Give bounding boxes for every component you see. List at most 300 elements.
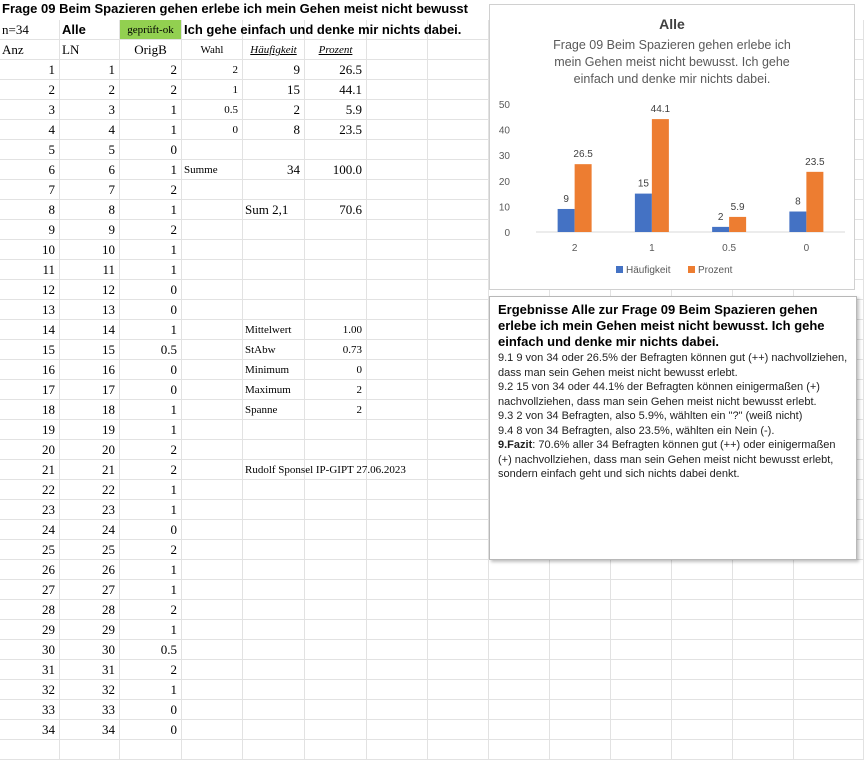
row-ln[interactable]: 10 <box>60 240 120 260</box>
grid-cell[interactable] <box>428 40 489 60</box>
grid-cell[interactable] <box>428 700 489 720</box>
freq-wahl[interactable]: 0.5 <box>182 100 243 120</box>
grid-cell[interactable] <box>489 580 550 600</box>
grid-cell[interactable] <box>367 320 428 340</box>
grid-cell[interactable] <box>794 740 864 760</box>
grid-cell[interactable] <box>305 580 367 600</box>
grid-cell[interactable] <box>182 260 243 280</box>
row-anz[interactable]: 13 <box>0 300 60 320</box>
grid-cell[interactable] <box>182 320 243 340</box>
grid-cell[interactable] <box>550 720 611 740</box>
grid-cell[interactable] <box>305 720 367 740</box>
grid-cell[interactable] <box>428 280 489 300</box>
row-anz[interactable]: 15 <box>0 340 60 360</box>
grid-cell[interactable] <box>0 740 60 760</box>
row-anz[interactable]: 16 <box>0 360 60 380</box>
grid-cell[interactable] <box>367 40 428 60</box>
grid-cell[interactable] <box>367 340 428 360</box>
grid-cell[interactable] <box>428 540 489 560</box>
grid-cell[interactable] <box>672 720 733 740</box>
grid-cell[interactable] <box>550 700 611 720</box>
grid-cell[interactable] <box>611 620 672 640</box>
grid-cell[interactable] <box>305 540 367 560</box>
grid-cell[interactable] <box>794 640 864 660</box>
freq-haeufigkeit[interactable]: 15 <box>243 80 305 100</box>
grid-cell[interactable] <box>367 420 428 440</box>
grid-cell[interactable] <box>794 720 864 740</box>
row-anz[interactable]: 7 <box>0 180 60 200</box>
row-origb[interactable]: 1 <box>120 680 182 700</box>
stat-label[interactable]: Minimum <box>243 360 305 380</box>
grid-cell[interactable] <box>733 680 794 700</box>
grid-cell[interactable] <box>428 240 489 260</box>
row-anz[interactable]: 12 <box>0 280 60 300</box>
grid-cell[interactable] <box>305 520 367 540</box>
summe-prozent[interactable]: 100.0 <box>305 160 367 180</box>
row-origb[interactable]: 0 <box>120 520 182 540</box>
grid-cell[interactable] <box>428 460 489 480</box>
grid-cell[interactable] <box>611 640 672 660</box>
grid-cell[interactable] <box>182 280 243 300</box>
row-anz[interactable]: 29 <box>0 620 60 640</box>
row-anz[interactable]: 17 <box>0 380 60 400</box>
grid-cell[interactable] <box>367 240 428 260</box>
grid-cell[interactable] <box>305 180 367 200</box>
grid-cell[interactable] <box>243 600 305 620</box>
bar-chart[interactable] <box>489 4 855 290</box>
row-origb[interactable]: 1 <box>120 100 182 120</box>
row-anz[interactable]: 2 <box>0 80 60 100</box>
grid-cell[interactable] <box>367 140 428 160</box>
grid-cell[interactable] <box>243 140 305 160</box>
row-origb[interactable]: 1 <box>120 620 182 640</box>
grid-cell[interactable] <box>672 600 733 620</box>
grid-cell[interactable] <box>428 140 489 160</box>
grid-cell[interactable] <box>367 620 428 640</box>
row-ln[interactable]: 33 <box>60 700 120 720</box>
grid-cell[interactable] <box>489 700 550 720</box>
grid-cell[interactable] <box>305 640 367 660</box>
grid-cell[interactable] <box>428 160 489 180</box>
row-ln[interactable]: 29 <box>60 620 120 640</box>
grid-cell[interactable] <box>733 600 794 620</box>
row-anz[interactable]: 24 <box>0 520 60 540</box>
grid-cell[interactable] <box>182 620 243 640</box>
grid-cell[interactable] <box>182 400 243 420</box>
stat-label[interactable]: Mittelwert <box>243 320 305 340</box>
row-ln[interactable]: 9 <box>60 220 120 240</box>
grid-cell[interactable] <box>182 720 243 740</box>
grid-cell[interactable] <box>243 740 305 760</box>
grid-cell[interactable] <box>182 640 243 660</box>
row-anz[interactable]: 11 <box>0 260 60 280</box>
grid-cell[interactable] <box>243 700 305 720</box>
grid-cell[interactable] <box>550 640 611 660</box>
freq-prozent[interactable]: 23.5 <box>305 120 367 140</box>
freq-prozent[interactable]: 26.5 <box>305 60 367 80</box>
grid-cell[interactable] <box>428 380 489 400</box>
row-anz[interactable]: 34 <box>0 720 60 740</box>
row-origb[interactable]: 2 <box>120 540 182 560</box>
row-ln[interactable]: 31 <box>60 660 120 680</box>
row-anz[interactable]: 14 <box>0 320 60 340</box>
grid-cell[interactable] <box>182 180 243 200</box>
freq-haeufigkeit[interactable]: 8 <box>243 120 305 140</box>
grid-cell[interactable] <box>428 660 489 680</box>
grid-cell[interactable] <box>243 180 305 200</box>
grid-cell[interactable] <box>243 520 305 540</box>
grid-cell[interactable] <box>182 380 243 400</box>
grid-cell[interactable] <box>305 560 367 580</box>
grid-cell[interactable] <box>305 680 367 700</box>
grid-cell[interactable] <box>428 360 489 380</box>
grid-cell[interactable] <box>367 740 428 760</box>
row-ln[interactable]: 14 <box>60 320 120 340</box>
row-anz[interactable]: 18 <box>0 400 60 420</box>
row-origb[interactable]: 0 <box>120 700 182 720</box>
grid-cell[interactable] <box>367 440 428 460</box>
grid-cell[interactable] <box>367 500 428 520</box>
grid-cell[interactable] <box>489 720 550 740</box>
grid-cell[interactable] <box>611 580 672 600</box>
grid-cell[interactable] <box>428 520 489 540</box>
header-wahl[interactable]: Wahl <box>182 40 243 60</box>
grid-cell[interactable] <box>428 200 489 220</box>
grid-cell[interactable] <box>794 660 864 680</box>
grid-cell[interactable] <box>550 560 611 580</box>
grid-cell[interactable] <box>367 360 428 380</box>
row-anz[interactable]: 30 <box>0 640 60 660</box>
grid-cell[interactable] <box>305 220 367 240</box>
row-origb[interactable]: 0 <box>120 140 182 160</box>
grid-cell[interactable] <box>243 440 305 460</box>
row-ln[interactable]: 1 <box>60 60 120 80</box>
row-ln[interactable]: 23 <box>60 500 120 520</box>
grid-cell[interactable] <box>243 720 305 740</box>
question-text[interactable]: Ich gehe einfach und denke mir nichts dabei. <box>182 20 487 40</box>
row-anz[interactable]: 21 <box>0 460 60 480</box>
grid-cell[interactable] <box>428 640 489 660</box>
grid-cell[interactable] <box>489 620 550 640</box>
grid-cell[interactable] <box>428 100 489 120</box>
grid-cell[interactable] <box>305 600 367 620</box>
stat-value[interactable]: 2 <box>305 380 367 400</box>
row-origb[interactable]: 0 <box>120 380 182 400</box>
grid-cell[interactable] <box>428 680 489 700</box>
grid-cell[interactable] <box>428 340 489 360</box>
row-origb[interactable]: 2 <box>120 80 182 100</box>
row-ln[interactable]: 13 <box>60 300 120 320</box>
row-origb[interactable]: 0.5 <box>120 340 182 360</box>
grid-cell[interactable] <box>733 660 794 680</box>
grid-cell[interactable] <box>182 480 243 500</box>
grid-cell[interactable] <box>428 260 489 280</box>
row-ln[interactable]: 22 <box>60 480 120 500</box>
grid-cell[interactable] <box>305 300 367 320</box>
checked-ok-badge[interactable]: geprüft-ok <box>120 20 182 40</box>
grid-cell[interactable] <box>367 580 428 600</box>
grid-cell[interactable] <box>182 680 243 700</box>
grid-cell[interactable] <box>733 620 794 640</box>
row-ln[interactable]: 12 <box>60 280 120 300</box>
row-ln[interactable]: 26 <box>60 560 120 580</box>
grid-cell[interactable] <box>367 720 428 740</box>
grid-cell[interactable] <box>550 660 611 680</box>
grid-cell[interactable] <box>182 200 243 220</box>
grid-cell[interactable] <box>367 560 428 580</box>
grid-cell[interactable] <box>182 520 243 540</box>
stat-value[interactable]: 0 <box>305 360 367 380</box>
grid-cell[interactable] <box>428 600 489 620</box>
row-origb[interactable]: 0 <box>120 360 182 380</box>
grid-cell[interactable] <box>428 560 489 580</box>
grid-cell[interactable] <box>305 500 367 520</box>
row-ln[interactable]: 19 <box>60 420 120 440</box>
grid-cell[interactable] <box>182 660 243 680</box>
grid-cell[interactable] <box>428 400 489 420</box>
header-haeufigkeit[interactable]: Häufigkeit <box>243 40 305 60</box>
row-anz[interactable]: 10 <box>0 240 60 260</box>
grid-cell[interactable] <box>611 740 672 760</box>
grid-cell[interactable] <box>550 620 611 640</box>
row-anz[interactable]: 3 <box>0 100 60 120</box>
freq-wahl[interactable]: 1 <box>182 80 243 100</box>
row-ln[interactable]: 4 <box>60 120 120 140</box>
grid-cell[interactable] <box>489 560 550 580</box>
grid-cell[interactable] <box>794 580 864 600</box>
grid-cell[interactable] <box>794 560 864 580</box>
stat-label[interactable]: StAbw <box>243 340 305 360</box>
header-prozent[interactable]: Prozent <box>305 40 367 60</box>
grid-cell[interactable] <box>428 480 489 500</box>
row-anz[interactable]: 25 <box>0 540 60 560</box>
grid-cell[interactable] <box>367 540 428 560</box>
row-origb[interactable]: 1 <box>120 480 182 500</box>
sum21-prozent[interactable]: 70.6 <box>305 200 367 220</box>
grid-cell[interactable] <box>182 740 243 760</box>
grid-cell[interactable] <box>733 580 794 600</box>
row-origb[interactable]: 2 <box>120 660 182 680</box>
row-anz[interactable]: 31 <box>0 660 60 680</box>
grid-cell[interactable] <box>489 740 550 760</box>
row-anz[interactable]: 26 <box>0 560 60 580</box>
grid-cell[interactable] <box>367 80 428 100</box>
stat-value[interactable]: 2 <box>305 400 367 420</box>
grid-cell[interactable] <box>305 280 367 300</box>
row-origb[interactable]: 2 <box>120 220 182 240</box>
grid-cell[interactable] <box>428 580 489 600</box>
grid-cell[interactable] <box>428 300 489 320</box>
grid-cell[interactable] <box>60 740 120 760</box>
grid-cell[interactable] <box>182 580 243 600</box>
grid-cell[interactable] <box>243 640 305 660</box>
row-origb[interactable]: 1 <box>120 200 182 220</box>
grid-cell[interactable] <box>733 740 794 760</box>
grid-cell[interactable] <box>550 680 611 700</box>
row-ln[interactable]: 16 <box>60 360 120 380</box>
grid-cell[interactable] <box>367 700 428 720</box>
freq-wahl[interactable]: 0 <box>182 120 243 140</box>
grid-cell[interactable] <box>672 560 733 580</box>
row-ln[interactable]: 21 <box>60 460 120 480</box>
group-label[interactable]: Alle <box>60 20 120 40</box>
grid-cell[interactable] <box>611 660 672 680</box>
row-ln[interactable]: 5 <box>60 140 120 160</box>
grid-cell[interactable] <box>243 240 305 260</box>
row-anz[interactable]: 27 <box>0 580 60 600</box>
grid-cell[interactable] <box>243 560 305 580</box>
grid-cell[interactable] <box>428 500 489 520</box>
grid-cell[interactable] <box>243 580 305 600</box>
grid-cell[interactable] <box>305 740 367 760</box>
grid-cell[interactable] <box>550 600 611 620</box>
row-ln[interactable]: 7 <box>60 180 120 200</box>
grid-cell[interactable] <box>489 640 550 660</box>
row-origb[interactable]: 2 <box>120 60 182 80</box>
row-origb[interactable]: 1 <box>120 260 182 280</box>
row-anz[interactable]: 33 <box>0 700 60 720</box>
grid-cell[interactable] <box>428 80 489 100</box>
row-ln[interactable]: 20 <box>60 440 120 460</box>
grid-cell[interactable] <box>120 740 182 760</box>
grid-cell[interactable] <box>367 60 428 80</box>
grid-cell[interactable] <box>611 700 672 720</box>
row-anz[interactable]: 6 <box>0 160 60 180</box>
row-ln[interactable]: 3 <box>60 100 120 120</box>
row-origb[interactable]: 0.5 <box>120 640 182 660</box>
freq-haeufigkeit[interactable]: 2 <box>243 100 305 120</box>
grid-cell[interactable] <box>182 220 243 240</box>
grid-cell[interactable] <box>794 700 864 720</box>
row-anz[interactable]: 8 <box>0 200 60 220</box>
grid-cell[interactable] <box>243 660 305 680</box>
grid-cell[interactable] <box>182 500 243 520</box>
header-ln[interactable]: LN <box>60 40 120 60</box>
grid-cell[interactable] <box>182 440 243 460</box>
grid-cell[interactable] <box>367 480 428 500</box>
grid-cell[interactable] <box>243 680 305 700</box>
row-anz[interactable]: 32 <box>0 680 60 700</box>
header-origb[interactable]: OrigB <box>120 40 182 60</box>
grid-cell[interactable] <box>489 600 550 620</box>
summe-haeufigkeit[interactable]: 34 <box>243 160 305 180</box>
grid-cell[interactable] <box>182 540 243 560</box>
row-ln[interactable]: 11 <box>60 260 120 280</box>
freq-prozent[interactable]: 5.9 <box>305 100 367 120</box>
row-anz[interactable]: 1 <box>0 60 60 80</box>
stat-value[interactable]: 0.73 <box>305 340 367 360</box>
grid-cell[interactable] <box>182 360 243 380</box>
author-note[interactable]: Rudolf Sponsel IP-GIPT 27.06.2023 <box>243 460 428 480</box>
grid-cell[interactable] <box>672 680 733 700</box>
grid-cell[interactable] <box>367 660 428 680</box>
grid-cell[interactable] <box>243 540 305 560</box>
grid-cell[interactable] <box>733 640 794 660</box>
row-origb[interactable]: 1 <box>120 580 182 600</box>
grid-cell[interactable] <box>550 580 611 600</box>
row-origb[interactable]: 1 <box>120 560 182 580</box>
grid-cell[interactable] <box>428 720 489 740</box>
row-origb[interactable]: 1 <box>120 240 182 260</box>
grid-cell[interactable] <box>305 260 367 280</box>
grid-cell[interactable] <box>305 440 367 460</box>
grid-cell[interactable] <box>367 220 428 240</box>
grid-cell[interactable] <box>305 240 367 260</box>
row-ln[interactable]: 32 <box>60 680 120 700</box>
grid-cell[interactable] <box>243 260 305 280</box>
stat-label[interactable]: Spanne <box>243 400 305 420</box>
row-anz[interactable]: 9 <box>0 220 60 240</box>
grid-cell[interactable] <box>672 700 733 720</box>
row-ln[interactable]: 28 <box>60 600 120 620</box>
grid-cell[interactable] <box>672 620 733 640</box>
row-origb[interactable]: 1 <box>120 500 182 520</box>
grid-cell[interactable] <box>243 280 305 300</box>
grid-cell[interactable] <box>305 700 367 720</box>
stat-value[interactable]: 1.00 <box>305 320 367 340</box>
grid-cell[interactable] <box>182 340 243 360</box>
grid-cell[interactable] <box>367 100 428 120</box>
grid-cell[interactable] <box>672 580 733 600</box>
grid-cell[interactable] <box>367 120 428 140</box>
grid-cell[interactable] <box>243 500 305 520</box>
row-origb[interactable]: 1 <box>120 420 182 440</box>
freq-prozent[interactable]: 44.1 <box>305 80 367 100</box>
grid-cell[interactable] <box>367 600 428 620</box>
row-ln[interactable]: 8 <box>60 200 120 220</box>
row-origb[interactable]: 1 <box>120 120 182 140</box>
grid-cell[interactable] <box>367 300 428 320</box>
grid-cell[interactable] <box>182 560 243 580</box>
row-ln[interactable]: 30 <box>60 640 120 660</box>
row-ln[interactable]: 2 <box>60 80 120 100</box>
row-origb[interactable]: 1 <box>120 320 182 340</box>
grid-cell[interactable] <box>182 600 243 620</box>
row-ln[interactable]: 15 <box>60 340 120 360</box>
grid-cell[interactable] <box>367 640 428 660</box>
grid-cell[interactable] <box>243 480 305 500</box>
grid-cell[interactable] <box>794 620 864 640</box>
freq-haeufigkeit[interactable]: 9 <box>243 60 305 80</box>
row-origb[interactable]: 1 <box>120 400 182 420</box>
grid-cell[interactable] <box>182 700 243 720</box>
row-anz[interactable]: 5 <box>0 140 60 160</box>
grid-cell[interactable] <box>305 480 367 500</box>
grid-cell[interactable] <box>733 700 794 720</box>
row-ln[interactable]: 24 <box>60 520 120 540</box>
grid-cell[interactable] <box>367 160 428 180</box>
grid-cell[interactable] <box>428 440 489 460</box>
row-origb[interactable]: 2 <box>120 460 182 480</box>
row-ln[interactable]: 18 <box>60 400 120 420</box>
results-textbox[interactable] <box>489 296 857 560</box>
grid-cell[interactable] <box>182 420 243 440</box>
row-anz[interactable]: 20 <box>0 440 60 460</box>
grid-cell[interactable] <box>428 420 489 440</box>
grid-cell[interactable] <box>367 380 428 400</box>
grid-cell[interactable] <box>428 120 489 140</box>
grid-cell[interactable] <box>489 680 550 700</box>
grid-cell[interactable] <box>367 400 428 420</box>
row-ln[interactable]: 27 <box>60 580 120 600</box>
grid-cell[interactable] <box>611 560 672 580</box>
grid-cell[interactable] <box>428 320 489 340</box>
grid-cell[interactable] <box>182 460 243 480</box>
row-anz[interactable]: 28 <box>0 600 60 620</box>
row-anz[interactable]: 23 <box>0 500 60 520</box>
row-ln[interactable]: 17 <box>60 380 120 400</box>
row-anz[interactable]: 22 <box>0 480 60 500</box>
